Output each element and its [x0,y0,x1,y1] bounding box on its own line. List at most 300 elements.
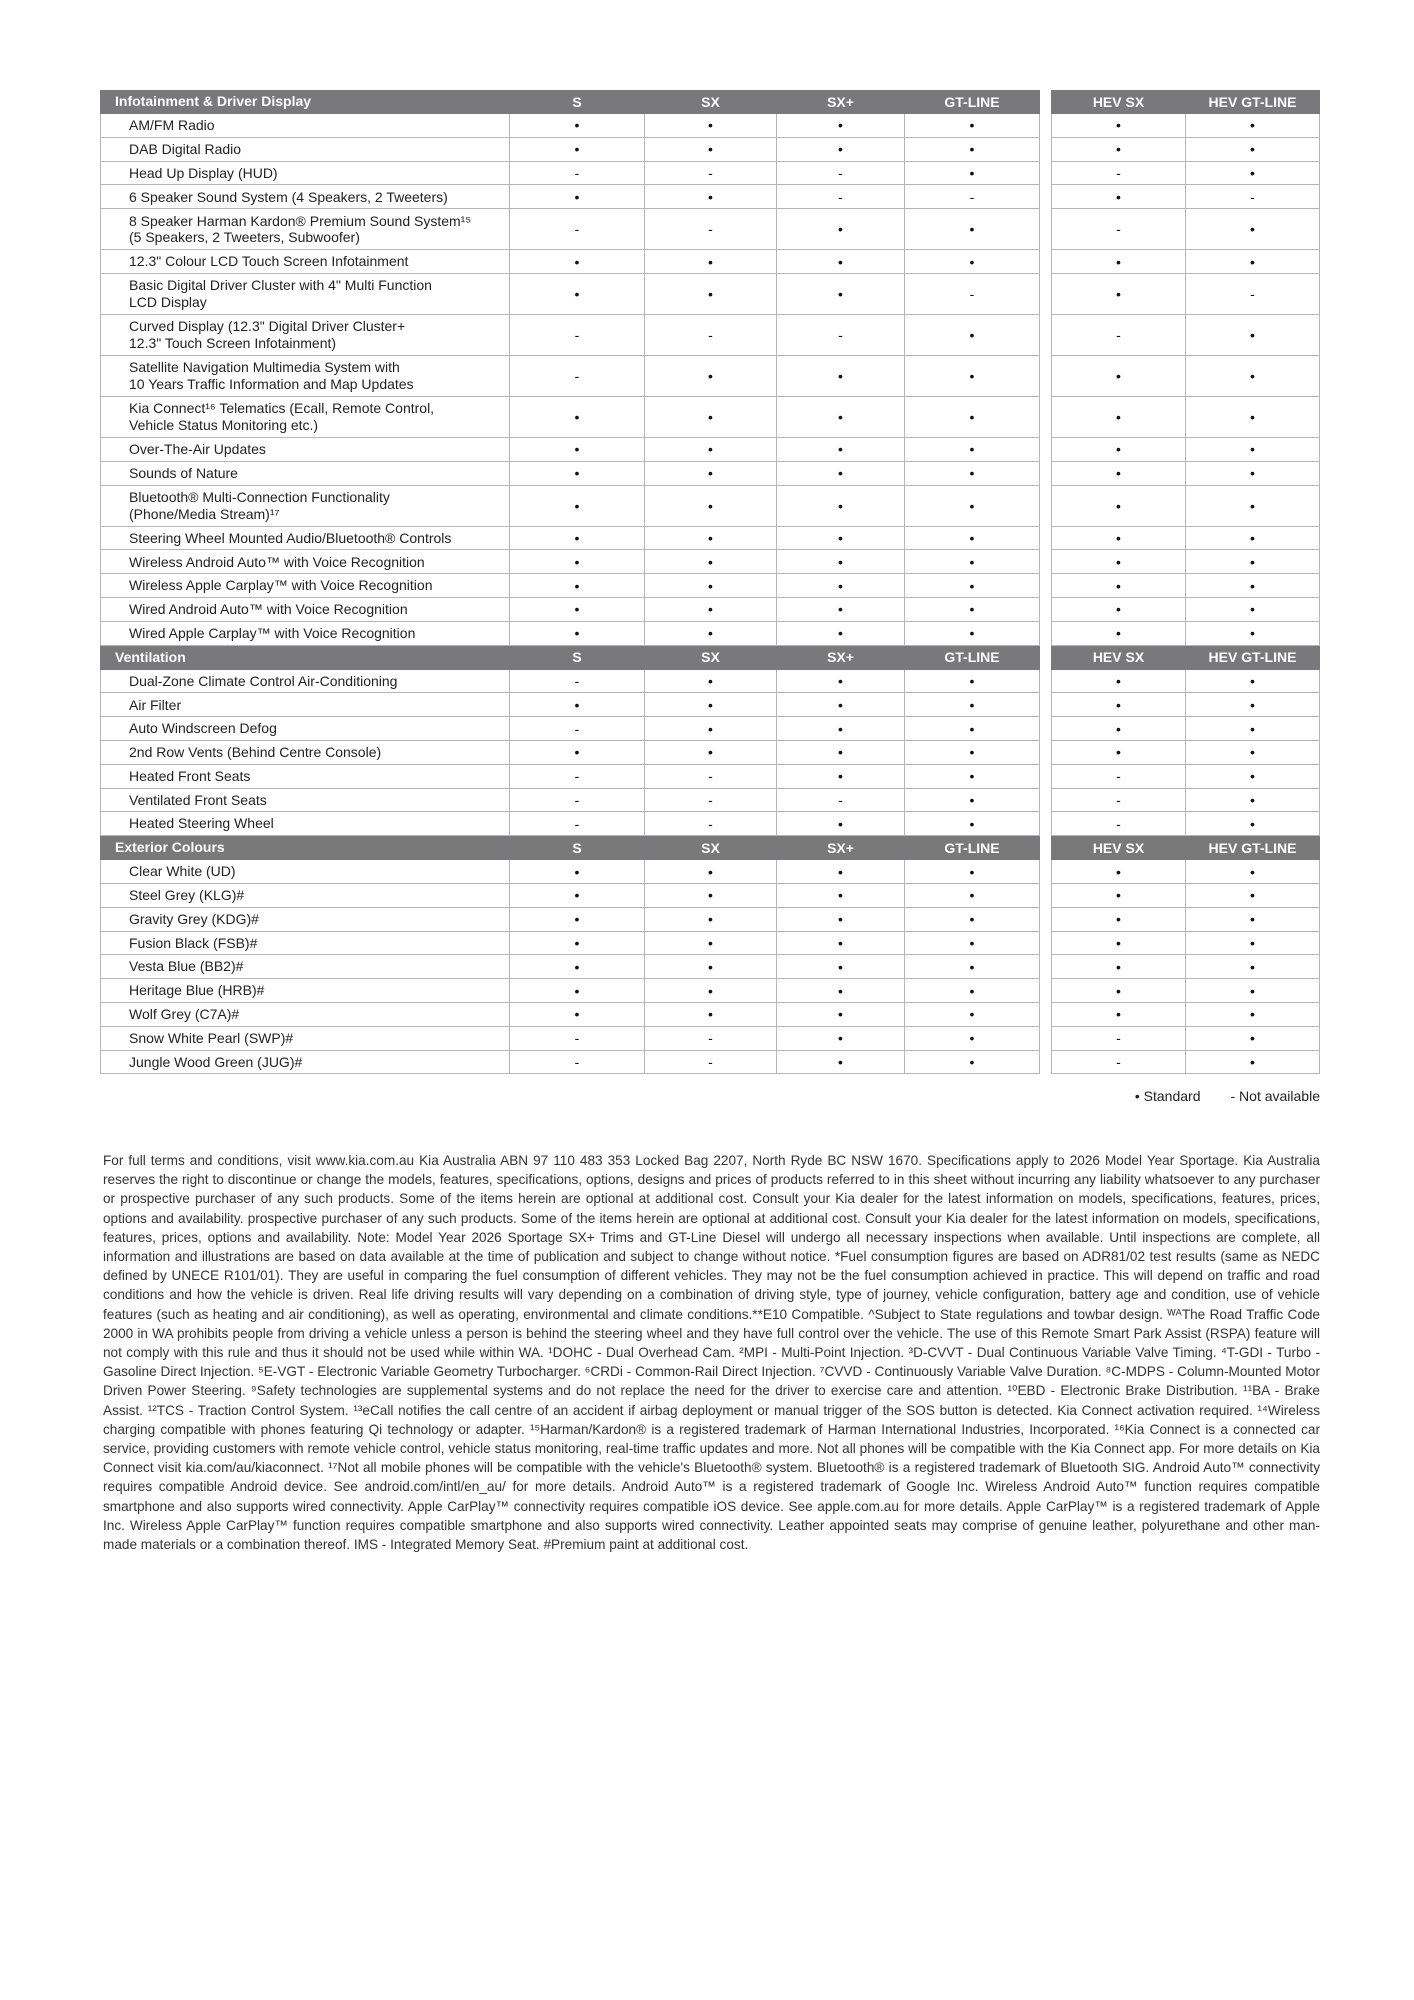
availability-cell [905,670,1040,694]
feature-label: Over-The-Air Updates [100,438,510,462]
availability-cell [1051,1003,1186,1027]
standard-mark: • [1116,672,1121,689]
standard-mark: • [969,934,975,951]
availability-cell [777,932,905,956]
availability-cell [1186,185,1320,209]
availability-cell [510,274,645,315]
availability-cell [645,550,777,574]
standard-mark: • [1250,1030,1255,1047]
column-gap [1040,527,1051,551]
feature-label: Satellite Navigation Multimedia System with 10 Years Traffic Information and Map Updates [100,356,510,397]
column-header: S [510,90,645,114]
standard-mark: • [1250,465,1255,482]
availability-cell [510,209,645,250]
disclaimer-footnote: For full terms and conditions, visit www.kia.com.au Kia Australia ABN 97 110 483 353 Locked Bag 2207, North Ryde BC NSW 1670. Specifications apply to 2026 Model Year Sportage. Kia Australia reserves the right to discontinue or change the models, features, specifications, options, designs and prices of products referred to in this sheet without incurring any liability whatsoever to any purchaser or prospective purchaser of any such products. Some of the items herein are optional at additional cost. Consult your Kia dealer for the latest information on models, specifications, features, prices, options and availability. prospective purchaser of any such products. Some of the items herein are optional at additional cost. Consult your Kia dealer for the latest information on models, specifications, features, prices, options and availability. Note: Model Year 2026 Sportage SX+ Trims and GT-Line Diesel will undergo all necessary inspections when available. Until inspections are complete, all information and illustrations are based on data available at the time of publication and subject to change without notice. *Fuel consumption figures are based on ADR81/02 test results (same as NEDC defined by UNECE R101/01). They are useful in comparing the fuel consumption of different vehicles. They may not be the fuel consumption achieved in practice. This will depend on traffic and road conditions and how the vehicle is driven. Real life driving results will vary depending on a combination of driving style, type of journey, vehicle configuration, battery age and condition, use of vehicle features (such as heating and air conditioning), as well as operating, environmental and climate conditions.**E10 Compatible. ^Subject to State regulations and towbar design. ᵂᴬThe Road Traffic Code 2000 in WA prohibits people from driving a vehicle unless a person is behind the steering wheel and they have full control over the vehicle. The use of this Remote Smart Park Assist (RSPA) feature will not comply with this rule and thus it should not be used while within WA. ¹DOHC - Dual Overhead Cam. ²MPI - Multi-Point Injection. ³D-CVVT - Dual Continuous Variable Valve Timing. ⁴T-GDI - Turbo - Gasoline Direct Injection. ⁵E-VGT - Electronic Variable Geometry Turbocharger. ⁶CRDi - Common-Rail Direct Injection. ⁷CVVD - Continuously Variable Valve Duration. ⁸C-MDPS - Column-Mounted Motor Driven Power Steering. ⁹Safety technologies are supplemental systems and do not replace the need for the driver to exercise care and attention. ¹⁰EBD - Electronic Brake Distribution. ¹¹BA - Brake Assist. ¹²TCS - Traction Control System. ¹³eCall notifies the call centre of an accident if airbag deployment or manual trigger of the SOS button is detected. Kia Connect activation required. ¹⁴Wireless charging compatible with phones featuring Qi technology or adapter. ¹⁵Harman/Kardon® is a registered trademark of Harman International Industries, Incorporated. ¹⁶Kia Connect is a connected car service, providing customers with remote vehicle control, vehicle status monitoring, real-time traffic updates and more. Not all phones will be compatible with the Kia Connect app. For more details on Kia Connect visit kia.com/au/kiaconnect. ¹⁷Not all mobile phones will be compatible with the vehicle's Bluetooth® system. Bluetooth® is a registered trademark of Bluetooth SIG. Android Auto™ connectivity requires compatible Android device. See android.com/intl/en_au/ for more details. Android Auto™ is a registered trademark of Google Inc. Wireless Android Auto™ function requires compatible smartphone and also supports wired connectivity. Apple CarPlay™ connectivity requires compatible iOS device. See apple.com.au for more details. Apple CarPlay™ is a registered trademark of Apple Inc. Wireless Apple CarPlay™ function requires compatible smartphone and also supports wired connectivity. Leather appointed seats may comprise of genuine leather, polyurethane and other man-made materials or a combination thereof. IMS - Integrated Memory Seat. #Premium paint at additional cost. [103,1153,1320,1553]
table-row [100,486,1320,527]
column-gap [1040,397,1051,438]
standard-mark: • [969,408,975,425]
standard-mark: • [574,696,580,713]
availability-cell [1051,138,1186,162]
feature-label: Kia Connect¹⁶ Telematics (Ecall, Remote Control, Vehicle Status Monitoring etc.) [100,397,510,438]
standard-mark: • [969,1030,975,1047]
availability-cell [777,622,905,646]
table-row [100,741,1320,765]
standard-mark: • [838,887,843,904]
availability-cell [1051,598,1186,622]
availability-cell [510,622,645,646]
standard-mark: • [574,887,580,904]
column-gap [1040,315,1051,356]
not-available-mark: - [1116,815,1121,832]
column-gap [1040,1051,1051,1075]
standard-mark: • [1116,253,1121,270]
table-row [100,185,1320,209]
standard-mark: • [838,577,843,594]
not-available-mark: - [1116,221,1121,238]
column-header: SX [645,646,777,670]
column-header: HEV SX [1051,90,1186,114]
availability-cell [1186,1027,1320,1051]
availability-cell [645,138,777,162]
standard-mark: • [1250,164,1255,181]
standard-mark: • [708,1006,713,1023]
availability-cell [645,1003,777,1027]
availability-cell [1051,486,1186,527]
standard-mark: • [708,601,713,618]
feature-label: 6 Speaker Sound System (4 Speakers, 2 Tweeters) [100,185,510,209]
legend-not-available: - Not available [1230,1088,1320,1104]
standard-mark: • [1116,553,1121,570]
standard-mark: • [1116,1006,1121,1023]
standard-mark: • [969,768,975,785]
standard-mark: • [838,958,843,975]
standard-mark: • [838,221,843,238]
standard-mark: • [574,934,580,951]
availability-cell [510,884,645,908]
standard-mark: • [969,465,975,482]
standard-mark: • [574,188,580,205]
standard-mark: • [708,367,713,384]
standard-mark: • [1250,863,1255,880]
table-row [100,598,1320,622]
standard-mark: • [1250,601,1255,618]
availability-cell [777,789,905,813]
column-gap [1040,462,1051,486]
standard-mark: • [1250,253,1255,270]
standard-mark: • [969,720,975,737]
standard-mark: • [838,529,843,546]
feature-label: Heritage Blue (HRB)# [100,979,510,1003]
column-header: SX+ [777,836,905,860]
column-gap [1040,598,1051,622]
table-row [100,574,1320,598]
availability-cell [510,397,645,438]
standard-mark: • [574,744,580,761]
not-available-mark: - [1250,188,1255,205]
standard-mark: • [838,465,843,482]
availability-cell [645,185,777,209]
standard-mark: • [969,553,975,570]
column-header: SX+ [777,646,905,670]
standard-mark: • [969,863,975,880]
standard-mark: • [1250,982,1255,999]
standard-mark: • [1116,497,1121,514]
availability-cell [905,693,1040,717]
feature-label: Wolf Grey (C7A)# [100,1003,510,1027]
section-title: Infotainment & Driver Display [100,90,510,114]
standard-mark: • [969,441,975,458]
standard-mark: • [1250,625,1255,642]
standard-mark: • [708,911,713,928]
not-available-mark: - [969,188,975,205]
standard-mark: • [1250,768,1255,785]
availability-cell [777,860,905,884]
table-row [100,717,1320,741]
column-gap [1040,908,1051,932]
table-row [100,1051,1320,1075]
availability-cell [905,274,1040,315]
table-row [100,860,1320,884]
column-gap [1040,438,1051,462]
availability-cell [645,250,777,274]
column-gap [1040,717,1051,741]
table-row [100,462,1320,486]
standard-mark: • [1250,791,1255,808]
standard-mark: • [574,863,580,880]
availability-cell [777,955,905,979]
standard-mark: • [838,497,843,514]
section-title: Ventilation [100,646,510,670]
standard-mark: • [574,465,580,482]
standard-mark: • [1250,221,1255,238]
standard-mark: • [838,672,843,689]
standard-mark: • [574,441,580,458]
feature-label: AM/FM Radio [100,114,510,138]
column-gap [1040,836,1051,860]
availability-cell [1051,908,1186,932]
standard-mark: • [708,744,713,761]
standard-mark: • [708,441,713,458]
availability-cell [777,598,905,622]
availability-cell [905,114,1040,138]
availability-cell [905,1051,1040,1075]
section-title: Exterior Colours [100,836,510,860]
table-row [100,908,1320,932]
standard-mark: • [708,529,713,546]
availability-cell [1186,356,1320,397]
availability-cell [777,550,905,574]
column-gap [1040,955,1051,979]
column-gap [1040,646,1051,670]
availability-cell [905,185,1040,209]
column-gap [1040,185,1051,209]
availability-cell [510,741,645,765]
availability-cell [1186,162,1320,186]
table-row [100,789,1320,813]
column-header: GT-LINE [905,90,1040,114]
availability-cell [510,315,645,356]
feature-label: Fusion Black (FSB)# [100,932,510,956]
availability-cell [1051,250,1186,274]
legend [1135,1088,1320,1104]
availability-cell [645,693,777,717]
availability-cell [777,908,905,932]
column-gap [1040,356,1051,397]
table-row [100,138,1320,162]
table-row [100,765,1320,789]
column-gap [1040,1027,1051,1051]
availability-cell [1186,693,1320,717]
availability-cell [645,955,777,979]
standard-mark: • [574,982,580,999]
availability-cell [777,574,905,598]
standard-mark: • [969,696,975,713]
standard-mark: • [708,285,713,302]
availability-cell [1186,908,1320,932]
availability-cell [1051,812,1186,836]
standard-mark: • [708,117,713,134]
table-row [100,955,1320,979]
column-header: HEV SX [1051,836,1186,860]
feature-label: Basic Digital Driver Cluster with 4" Multi Function LCD Display [100,274,510,315]
standard-mark: • [574,958,580,975]
standard-mark: • [1250,958,1255,975]
not-available-mark: - [838,791,843,808]
standard-mark: • [969,958,975,975]
standard-mark: • [838,1053,843,1070]
feature-label: Ventilated Front Seats [100,789,510,813]
standard-mark: • [1250,934,1255,951]
not-available-mark: - [708,326,713,343]
standard-mark: • [1250,720,1255,737]
availability-cell [645,397,777,438]
not-available-mark: - [574,815,580,832]
standard-mark: • [838,367,843,384]
not-available-mark: - [838,164,843,181]
availability-cell [905,860,1040,884]
feature-label: Heated Front Seats [100,765,510,789]
availability-cell [777,462,905,486]
availability-cell [905,932,1040,956]
standard-mark: • [969,672,975,689]
availability-cell [1051,356,1186,397]
availability-cell [645,1027,777,1051]
availability-cell [645,527,777,551]
availability-cell [645,979,777,1003]
availability-cell [1186,315,1320,356]
standard-mark: • [838,720,843,737]
availability-cell [645,884,777,908]
standard-mark: • [969,625,975,642]
feature-label: Head Up Display (HUD) [100,162,510,186]
not-available-mark: - [574,768,580,785]
availability-cell [645,274,777,315]
standard-mark: • [838,408,843,425]
availability-cell [645,789,777,813]
availability-cell [1186,979,1320,1003]
availability-cell [1186,812,1320,836]
availability-cell [510,462,645,486]
availability-cell [1186,741,1320,765]
not-available-mark: - [708,815,713,832]
availability-cell [1186,138,1320,162]
availability-cell [510,670,645,694]
availability-cell [510,114,645,138]
table-row [100,114,1320,138]
feature-label: Heated Steering Wheel [100,812,510,836]
standard-mark: • [969,577,975,594]
standard-mark: • [708,465,713,482]
standard-mark: • [969,141,975,158]
availability-cell [777,1051,905,1075]
availability-cell [1186,955,1320,979]
standard-mark: • [969,815,975,832]
column-gap [1040,765,1051,789]
availability-cell [905,741,1040,765]
standard-mark: • [1116,934,1121,951]
availability-cell [1051,955,1186,979]
availability-cell [510,356,645,397]
availability-cell [905,955,1040,979]
availability-cell [777,741,905,765]
availability-cell [1051,717,1186,741]
availability-cell [1051,622,1186,646]
not-available-mark: - [574,221,580,238]
column-header: HEV GT-LINE [1186,646,1320,670]
standard-mark: • [1250,577,1255,594]
not-available-mark: - [1116,326,1121,343]
standard-mark: • [1250,367,1255,384]
availability-cell [1051,550,1186,574]
column-gap [1040,979,1051,1003]
feature-label: Jungle Wood Green (JUG)# [100,1051,510,1075]
table-row [100,274,1320,315]
availability-cell [777,356,905,397]
availability-cell [905,908,1040,932]
availability-cell [1186,622,1320,646]
table-row [100,397,1320,438]
availability-cell [905,1003,1040,1027]
availability-cell [645,932,777,956]
standard-mark: • [574,529,580,546]
standard-mark: • [1250,1006,1255,1023]
standard-mark: • [708,408,713,425]
feature-label: Steering Wheel Mounted Audio/Bluetooth® Controls [100,527,510,551]
feature-label: Air Filter [100,693,510,717]
table-row [100,315,1320,356]
standard-mark: • [708,553,713,570]
standard-mark: • [708,696,713,713]
availability-cell [510,138,645,162]
standard-mark: • [969,911,975,928]
availability-cell [1051,185,1186,209]
standard-mark: • [1250,815,1255,832]
availability-cell [645,162,777,186]
not-available-mark: - [574,164,580,181]
not-available-mark: - [708,221,713,238]
feature-label: Bluetooth® Multi-Connection Functionality (Phone/Media Stream)¹⁷ [100,486,510,527]
column-gap [1040,209,1051,250]
column-header: GT-LINE [905,836,1040,860]
column-header: HEV GT-LINE [1186,90,1320,114]
feature-label: Wireless Android Auto™ with Voice Recognition [100,550,510,574]
availability-cell [510,789,645,813]
availability-cell [510,438,645,462]
standard-mark: • [838,285,843,302]
standard-mark: • [838,625,843,642]
availability-cell [1186,765,1320,789]
availability-cell [1051,1051,1186,1075]
section-header [100,836,1320,860]
availability-cell [645,717,777,741]
availability-cell [1186,717,1320,741]
availability-cell [777,884,905,908]
standard-mark: • [969,253,975,270]
availability-cell [645,315,777,356]
standard-mark: • [1116,441,1121,458]
availability-cell [510,598,645,622]
availability-cell [777,979,905,1003]
availability-cell [510,486,645,527]
standard-mark: • [708,577,713,594]
availability-cell [777,486,905,527]
table-row [100,527,1320,551]
not-available-mark: - [574,1053,580,1070]
feature-label: Steel Grey (KLG)# [100,884,510,908]
availability-cell [1051,741,1186,765]
column-header: SX+ [777,90,905,114]
standard-mark: • [1116,577,1121,594]
feature-label: Auto Windscreen Defog [100,717,510,741]
availability-cell [510,955,645,979]
availability-cell [510,1051,645,1075]
not-available-mark: - [708,1030,713,1047]
availability-cell [645,438,777,462]
standard-mark: • [1250,117,1255,134]
standard-mark: • [1116,696,1121,713]
availability-cell [905,812,1040,836]
standard-mark: • [838,1006,843,1023]
standard-mark: • [969,982,975,999]
standard-mark: • [1116,982,1121,999]
column-gap [1040,90,1051,114]
standard-mark: • [1116,720,1121,737]
standard-mark: • [1250,141,1255,158]
feature-label: DAB Digital Radio [100,138,510,162]
standard-mark: • [708,934,713,951]
availability-cell [905,162,1040,186]
standard-mark: • [574,625,580,642]
availability-cell [905,789,1040,813]
standard-mark: • [838,696,843,713]
availability-cell [645,622,777,646]
standard-mark: • [838,253,843,270]
standard-mark: • [708,253,713,270]
standard-mark: • [1116,285,1121,302]
column-header: SX [645,90,777,114]
column-gap [1040,162,1051,186]
availability-cell [1186,250,1320,274]
standard-mark: • [1116,601,1121,618]
availability-cell [1186,1051,1320,1075]
standard-mark: • [838,863,843,880]
table-row [100,209,1320,250]
standard-mark: • [574,1006,580,1023]
table-row [100,550,1320,574]
standard-mark: • [969,497,975,514]
availability-cell [1051,209,1186,250]
standard-mark: • [1250,553,1255,570]
